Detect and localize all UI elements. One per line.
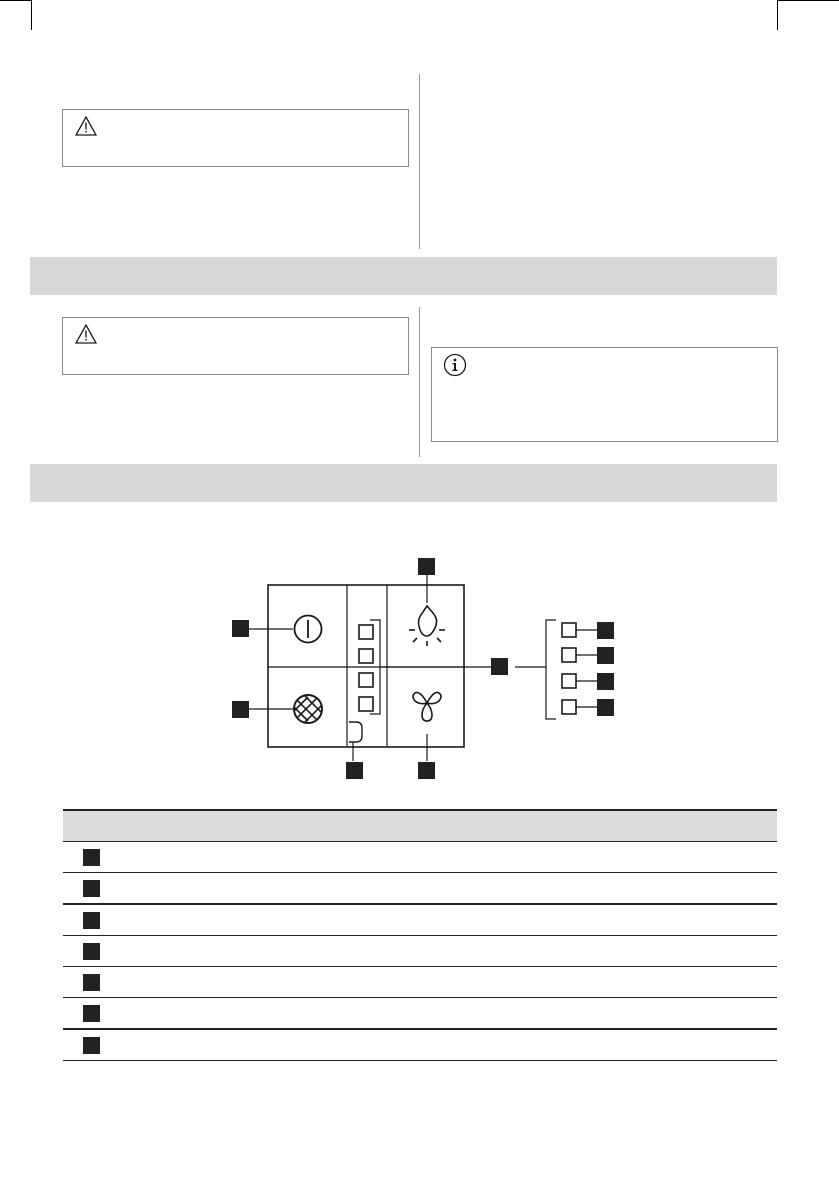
fan-speed-indicators xyxy=(359,625,373,711)
light-bulb-icon xyxy=(409,606,445,646)
panel-outline xyxy=(268,585,464,747)
warning-triangle-icon xyxy=(75,324,97,344)
callout-marker xyxy=(597,647,614,664)
table-row xyxy=(63,935,777,966)
timer-indicator xyxy=(349,722,362,742)
callout-marker xyxy=(418,762,435,779)
power-icon xyxy=(295,616,322,643)
row-marker xyxy=(83,974,100,991)
row-marker xyxy=(83,1037,100,1054)
section-heading-band xyxy=(30,257,777,295)
table-row xyxy=(63,997,777,1028)
callout-marker xyxy=(346,762,363,779)
crop-mark-vertical xyxy=(31,0,32,30)
warning-box xyxy=(62,317,409,375)
table-row xyxy=(63,1028,777,1061)
warning-box xyxy=(62,109,409,167)
callout-marker xyxy=(597,699,614,716)
info-circle-icon xyxy=(443,353,467,377)
column-divider xyxy=(419,307,420,457)
row-marker xyxy=(83,880,100,897)
warning-triangle-icon xyxy=(75,116,97,136)
callout-marker xyxy=(232,620,249,637)
speed-legend-indicators xyxy=(562,623,576,714)
row-marker xyxy=(83,1005,100,1022)
info-box xyxy=(431,347,778,442)
column-divider xyxy=(419,74,420,249)
control-panel-diagram xyxy=(225,550,620,785)
callout-marker xyxy=(418,558,435,575)
callout-marker xyxy=(232,701,249,718)
callout-marker xyxy=(597,622,614,639)
row-marker xyxy=(83,849,100,866)
row-marker xyxy=(83,912,100,929)
crop-mark-horizontal xyxy=(0,0,31,1)
table-row xyxy=(63,841,777,872)
fan-icon xyxy=(413,692,441,721)
crop-mark-horizontal-right xyxy=(778,0,839,1)
row-marker xyxy=(83,943,100,960)
table-row xyxy=(63,903,777,935)
callout-marker xyxy=(597,673,614,690)
speed-legend-bracket xyxy=(546,620,556,719)
crop-mark-vertical-right xyxy=(777,0,778,30)
section-heading-band xyxy=(30,464,777,502)
table-row xyxy=(63,872,777,903)
table-row xyxy=(63,966,777,997)
callout-marker xyxy=(491,658,508,675)
table-header xyxy=(63,809,777,841)
legend-table xyxy=(63,809,777,1061)
